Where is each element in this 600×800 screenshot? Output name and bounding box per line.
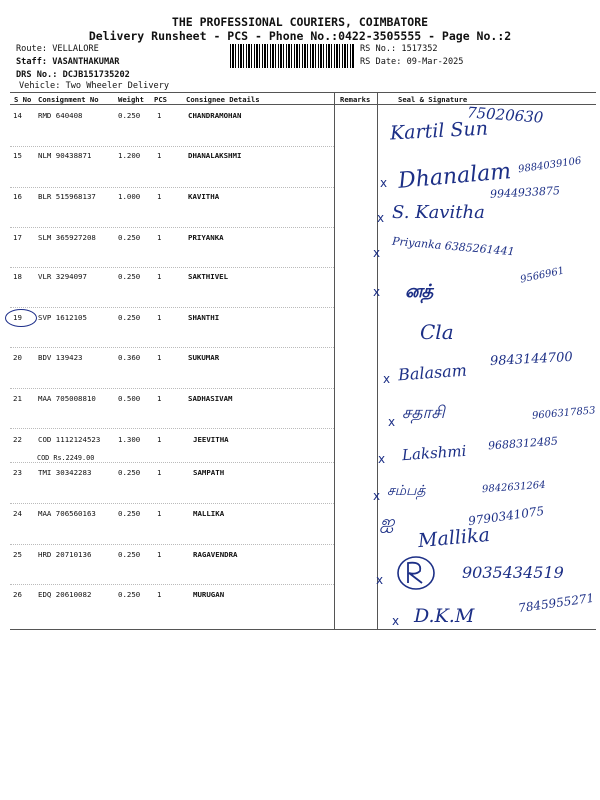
row-separator [10,307,334,308]
barcode [230,44,354,68]
row-pcs: 1 [157,394,162,403]
handwritten-phone: 9566961 [519,265,566,286]
row-weight: 0.250 [118,313,141,322]
row-sno: 26 [13,590,22,599]
col-seal-signature: Seal & Signature [398,95,468,104]
handwritten-initial-logo [394,553,438,593]
row-consignment-no: HRD 20710136 [38,550,92,559]
row-sno: 24 [13,509,22,518]
handwritten-phone: 9944933875 [489,184,561,201]
row-pcs: 1 [157,435,162,444]
row-consignment-no: SLM 365927208 [38,233,96,242]
row-pcs: 1 [157,468,162,477]
handwritten-signature: Lakshmi [401,441,467,465]
row-weight: 0.250 [118,111,141,120]
row-weight: 0.250 [118,590,141,599]
row-pcs: 1 [157,550,162,559]
row-weight: 0.500 [118,394,141,403]
row-consignee: JEEVITHA [193,435,229,444]
row-separator [10,267,334,268]
handwritten-phone: 9884039106 [517,155,583,176]
column-divider-remarks [334,93,335,630]
row-sno: 22 [13,435,22,444]
handwritten-signature: சதாசி [402,403,445,423]
row-pcs: 1 [157,509,162,518]
col-pcs: PCS [154,95,167,104]
table-header-border [10,104,596,105]
row-consignment-no: RMD 640408 [38,111,83,120]
row-pcs: 1 [157,353,162,362]
tick-mark: x [376,573,384,587]
table-bottom-border [10,629,596,630]
row-weight: 0.250 [118,509,141,518]
col-weight: Weight [118,95,144,104]
row-consignment-no: EDQ 20610082 [38,590,92,599]
row-consignment-no: NLM 90438871 [38,151,92,160]
row-separator [10,428,334,429]
row-consignment-no: BLR 515968137 [38,192,96,201]
rs-date: RS Date: 09-Mar-2025 [360,57,464,67]
handwritten-signature: Balasam [397,360,468,385]
row-weight: 0.250 [118,550,141,559]
tick-mark: x [383,372,391,386]
row-sno: 18 [13,272,22,281]
rs-number: RS No.: 1517352 [360,44,438,54]
handwritten-signature: Priyanka 6385261441 [391,234,516,259]
row-separator [10,347,334,348]
row-consignment-no: COD 1112124523 [38,435,101,444]
handwritten-signature: D.K.M [414,605,475,627]
row-weight: 1.300 [118,435,141,444]
row-separator [10,187,334,188]
row-sno: 16 [13,192,22,201]
row-consignee: SAMPATH [193,468,225,477]
handwritten-phone: 9606317853 [531,405,596,422]
row-separator [10,544,334,545]
row-weight: 0.250 [118,233,141,242]
row-weight: 0.250 [118,272,141,281]
row-consignee: MALLIKA [193,509,225,518]
row-pcs: 1 [157,590,162,599]
row-sno: 15 [13,151,22,160]
row-weight: 0.360 [118,353,141,362]
handwritten-signature: Cla [420,320,454,344]
handwritten-phone: 75020630 [466,103,544,127]
row-consignment-no: SVP 1612105 [38,313,87,322]
row-consignment-no: BDV 139423 [38,353,83,362]
row-sno: 14 [13,111,22,120]
row-sno: 23 [13,468,22,477]
row-pcs: 1 [157,233,162,242]
tick-mark: x [392,614,400,628]
route-label: Route: VELLALORE [16,44,99,54]
col-sno: S No [14,95,32,104]
row-separator [10,146,334,147]
cod-amount: COD Rs.2249.00 [37,454,95,462]
staff-label: Staff: VASANTHAKUMAR [16,57,120,67]
row-consignee: DHANALAKSHMI [188,151,242,160]
row-pcs: 1 [157,192,162,201]
row-separator [10,388,334,389]
column-divider-seal [377,93,378,630]
table-top-border [10,92,596,93]
row-consignment-no: TMI 30342283 [38,468,92,477]
row-consignee: SADHASIVAM [188,394,233,403]
row-pcs: 1 [157,151,162,160]
row-consignee: RAGAVENDRA [193,550,238,559]
drs-number: DRS No.: DCJB151735202 [16,70,130,80]
tick-mark: x [380,176,388,190]
company-title: THE PROFESSIONAL COURIERS, COIMBATORE [171,15,429,29]
row-pcs: 1 [157,111,162,120]
tick-mark: x [373,285,381,299]
row-sno: 25 [13,550,22,559]
row-sno: 20 [13,353,22,362]
handwritten-signature: Mallika [417,523,491,553]
handwritten-phone: 9688312485 [487,434,559,453]
handwritten-signature: Dhanalam [397,159,513,194]
col-consignee: Consignee Details [186,95,260,104]
row-consignee: SHANTHI [188,313,220,322]
row-weight: 1.200 [118,151,141,160]
row-consignee: SUKUMAR [188,353,220,362]
handwritten-signature: சம்பத் [387,483,426,499]
row-sno: 17 [13,233,22,242]
row-sno: 19 [13,313,22,322]
col-consignment: Consignment No [38,95,99,104]
row-consignee: KAVITHA [188,192,220,201]
tick-mark: x [373,489,381,503]
row-consignee: CHANDRAMOHAN [188,111,242,120]
tick-mark: x [388,415,396,429]
row-consignee: PRIYANKA [188,233,224,242]
row-consignee: SAKTHIVEL [188,272,229,281]
tick-mark: x [378,452,386,466]
handwritten-phone: 9035434519 [462,563,564,582]
handwritten-phone: 9790341075 [467,503,545,529]
col-remarks: Remarks [340,95,371,104]
vehicle-label: Vehicle: Two Wheeler Delivery [19,81,170,91]
handwritten-signature: S. Kavitha [392,202,485,223]
row-sno: 21 [13,394,22,403]
row-consignment-no: VLR 3294097 [38,272,87,281]
handwritten-phone: 9843144700 [489,349,574,370]
row-pcs: 1 [157,272,162,281]
row-pcs: 1 [157,313,162,322]
handwritten-phone: 9842631264 [481,479,546,496]
row-weight: 0.250 [118,468,141,477]
handwritten-signature: னத் [405,281,433,302]
row-weight: 1.000 [118,192,141,201]
tick-mark: x [373,246,381,260]
row-separator [10,227,334,228]
row-consignee: MURUGAN [193,590,225,599]
handwritten-phone: 7845955271 [517,590,595,616]
row-consignment-no: MAA 705008810 [38,394,96,403]
row-separator [10,462,334,463]
row-separator [10,584,334,585]
row-consignment-no: MAA 706560163 [38,509,96,518]
tick-mark: x [377,211,385,225]
handwritten-signature: ஐ [380,512,395,533]
runsheet-subtitle: Delivery Runsheet - PCS - Phone No.:0422-3505555 - Page No.:2 [88,29,512,43]
row-separator [10,503,334,504]
handwritten-signature: Kartil Sun [389,117,489,145]
